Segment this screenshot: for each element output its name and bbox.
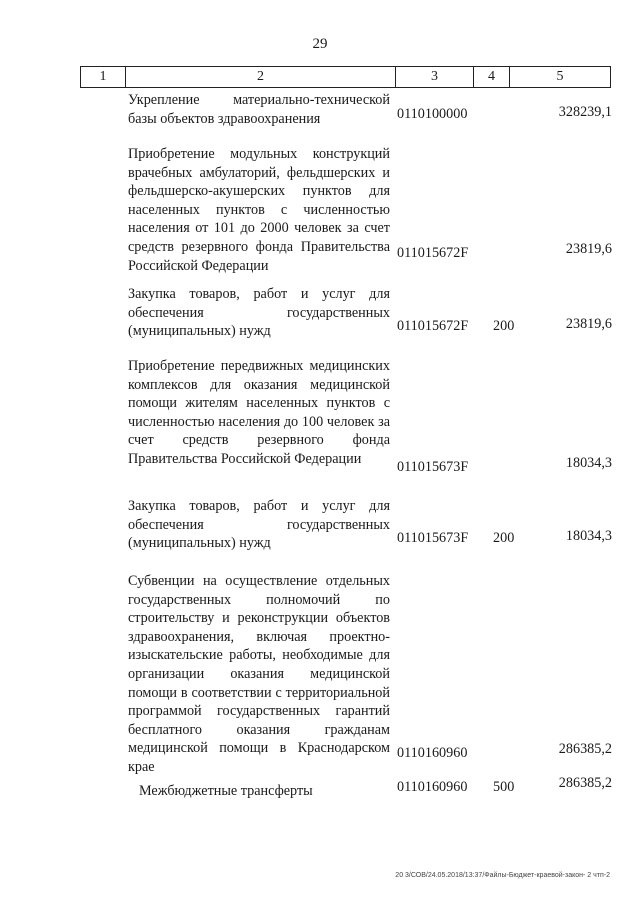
table-header xyxy=(80,66,611,88)
row-amount: 23819,6 xyxy=(565,241,612,257)
row-description: Закупка товаров, работ и услуг для обеспечения государственных (муниципальных) нужд xyxy=(128,286,390,340)
page-number: 29 xyxy=(312,36,328,52)
column-header-1: 1 xyxy=(81,67,126,87)
row-type: 200 xyxy=(493,530,515,546)
column-header-2: 2 xyxy=(126,67,396,87)
row-amount: 286385,2 xyxy=(558,741,612,757)
column-header-3: 3 xyxy=(396,67,474,87)
row-amount: 18034,3 xyxy=(565,455,612,471)
row-type: 500 xyxy=(493,779,515,795)
row-description: Приобретение передвижных медицинских комплексов для оказания медицинской помощи жителям населенных пунктов с численностью населения до 100 человек за счет средств резервного фонда Правительства Российской Федерации xyxy=(128,358,390,467)
row-code: 0110160960 xyxy=(397,779,468,795)
row-amount: 23819,6 xyxy=(565,316,612,332)
row-description: Закупка товаров, работ и услуг для обеспечения государственных (муниципальных) нужд xyxy=(128,498,390,552)
row-amount: 286385,2 xyxy=(558,775,612,791)
footer-stamp: 20 3/СОВ/24.05.2018/13:37/Файлы-Бюджет-краевой-закон- 2 чтп-2 xyxy=(395,872,610,879)
row-description: Приобретение модульных конструкций врачебных амбулаторий, фельдшерских и фельдшерско-акушерских пунктов для населенных пунктов с численностью населения от 101 до 2000 человек за счет средств резервного фонда Правительства Российской Федерации xyxy=(128,146,390,274)
column-header-5: 5 xyxy=(556,69,564,84)
row-code: 011015672F xyxy=(397,245,469,261)
row-code: 011015673F xyxy=(397,530,469,546)
column-header-4: 4 xyxy=(474,67,510,87)
row-amount: 18034,3 xyxy=(565,528,612,544)
row-code: 011015672F xyxy=(397,318,469,334)
row-code: 011015673F xyxy=(397,459,469,475)
row-description: Субвенции на осуществление отдельных государственных полномочий по строительству и реконструкции объектов здравоохранения, включая проектно-изыскательские работы, необходимые для организации оказания медицинской помощи в соответствии с территориальной программой государственных гарантий бесплатного оказания гражданам медицинской помощи в Краснодарском крае xyxy=(128,573,390,775)
row-code: 0110160960 xyxy=(397,745,468,761)
row-type: 200 xyxy=(493,318,515,334)
row-description: Укрепление материально-технической базы объектов здравоохранения xyxy=(128,92,390,127)
row-code: 0110100000 xyxy=(397,106,468,122)
row-amount: 328239,1 xyxy=(558,104,612,120)
row-description: Межбюджетные трансферты xyxy=(139,783,313,799)
